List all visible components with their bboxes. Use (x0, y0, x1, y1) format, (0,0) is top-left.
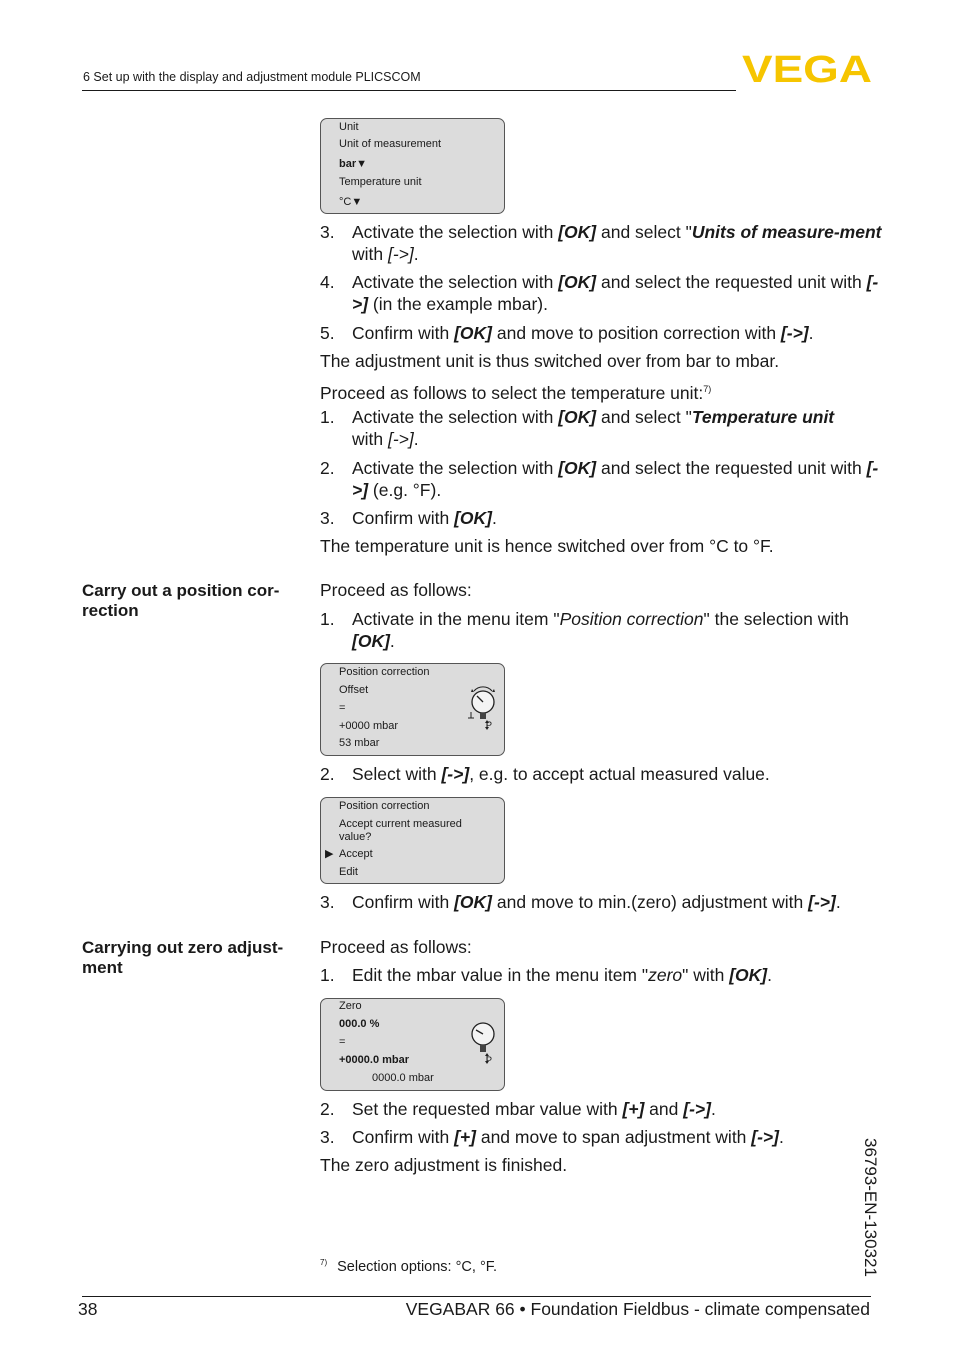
header-divider (82, 90, 736, 91)
step-number: 3. (320, 892, 335, 912)
step-text: and select " (596, 222, 692, 242)
step-text: (e.g. °F). (368, 480, 442, 500)
step-text: Activate the selection with (352, 272, 559, 292)
list-item (320, 271, 890, 315)
step-text: . (767, 965, 772, 985)
lcd-position-display (320, 663, 505, 756)
lcd-line: Unit (339, 121, 359, 133)
step-text: and (644, 1099, 684, 1119)
step-number: 5. (320, 323, 335, 343)
key-label: [OK] (454, 892, 493, 912)
list-item (320, 964, 890, 986)
step-text: . (778, 1127, 784, 1147)
section-heading: Carrying out zero adjust-ment (82, 938, 284, 977)
step-number: 1. (320, 407, 335, 427)
key-label: [OK] (558, 407, 597, 427)
footnote-text: Selection options: °C, °F. (337, 1259, 498, 1275)
lcd-pressure-label: P (486, 720, 493, 730)
step-number: 3. (320, 1127, 335, 1147)
step-text: and select the requested unit with (596, 458, 867, 478)
step-number: 1. (320, 965, 335, 985)
step-text: . (389, 631, 395, 651)
list-item (320, 1098, 890, 1120)
paragraph: Proceed as follows: (320, 937, 472, 957)
step-number: 4. (320, 272, 335, 292)
key-label: [OK] (558, 458, 597, 478)
paragraph: The adjustment unit is thus switched over from bar to mbar. (320, 351, 780, 371)
step-text: and select " (596, 407, 692, 427)
list-item (320, 457, 890, 501)
lcd-accept-display (320, 797, 505, 884)
step-text: and move to min.(zero) adjustment with (492, 892, 809, 912)
step-text: (in the example mbar). (368, 294, 548, 314)
step-text: . (835, 892, 841, 912)
logo-text: VEGA (742, 52, 872, 84)
paragraph (320, 378, 880, 404)
key-label: [OK] (454, 508, 493, 528)
menu-item-name: Units of measure-ment (691, 222, 882, 242)
lcd-line: Zero (339, 1000, 362, 1012)
step-number: 3. (320, 508, 335, 528)
lcd-line: +0000 mbar (339, 720, 399, 732)
lcd-line: Offset (339, 684, 369, 696)
step-text: Confirm with (352, 1127, 455, 1147)
lcd-line: value? (339, 831, 372, 843)
lcd-line: 000.0 % (339, 1018, 380, 1030)
lcd-line: bar▼ (339, 158, 368, 170)
key-label: [->] (441, 764, 470, 784)
key-label: [->] (387, 429, 414, 449)
step-text: " the selection with (703, 609, 849, 629)
lcd-pressure-label: P (486, 1055, 493, 1065)
menu-item-name: Temperature unit (691, 407, 835, 427)
chapter-header: 6 Set up with the display and adjustment module PLICSCOM (83, 70, 421, 84)
footer-divider (82, 1296, 871, 1297)
document-number: 36793-EN-130321 (861, 1138, 880, 1277)
list-item (320, 507, 890, 529)
step-text: . (413, 429, 419, 449)
list-item (320, 763, 890, 785)
step-text: and move to position correction with (492, 323, 781, 343)
step-text: Confirm with (352, 892, 455, 912)
key-label: [OK] (558, 272, 597, 292)
key-label: [->] (352, 458, 879, 500)
step-text: Confirm with (352, 323, 455, 343)
footnote (320, 1258, 497, 1275)
key-label: [->] (352, 272, 879, 314)
step-text: . (710, 1099, 716, 1119)
step-text: . (413, 244, 419, 264)
pointer-icon: ▶ (325, 848, 334, 860)
lcd-line: Position correction (339, 800, 430, 812)
section-heading: Carry out a position cor-rection (82, 581, 280, 620)
step-text: Confirm with (352, 508, 455, 528)
footnote-mark: 7) (320, 1258, 328, 1267)
lcd-line: Position correction (339, 666, 430, 678)
key-label: [->] (780, 323, 809, 343)
footnote-ref: 7) (703, 384, 712, 394)
lcd-line: Accept current measured (339, 818, 462, 830)
lcd-unit-display (320, 118, 505, 214)
lcd-line: = (339, 702, 346, 714)
step-text: with (352, 244, 388, 264)
page-number: 38 (78, 1299, 98, 1319)
lcd-line: Edit (339, 866, 358, 878)
step-text: and move to span adjustment with (475, 1127, 752, 1147)
list-item (320, 322, 890, 344)
lcd-zero-display (320, 998, 505, 1091)
menu-item-name: zero (648, 965, 683, 985)
step-text: " with (682, 965, 730, 985)
key-label: [OK] (558, 222, 597, 242)
step-text: , e.g. to accept actual measured value. (469, 764, 770, 784)
step-number: 2. (320, 458, 335, 478)
step-text: Activate the selection with (352, 222, 559, 242)
step-text: Activate in the menu item " (352, 609, 560, 629)
footer-title: VEGABAR 66 • Foundation Fieldbus - climate compensated (405, 1299, 870, 1319)
vega-logo (742, 52, 872, 84)
list-item (320, 891, 890, 913)
key-label: [->] (683, 1099, 711, 1119)
step-text: Set the requested mbar value with (352, 1099, 623, 1119)
key-label: [OK] (352, 631, 390, 651)
key-label: [OK] (729, 965, 768, 985)
gauge-icon (466, 1019, 500, 1065)
step-text: Activate the selection with (352, 458, 559, 478)
step-text: Edit the mbar value in the menu item " (352, 965, 649, 985)
list-item (320, 1126, 890, 1148)
lcd-line: = (339, 1036, 346, 1048)
list-item (320, 406, 890, 450)
key-label: [->] (387, 244, 414, 264)
key-label: [OK] (454, 323, 493, 343)
step-text: and select the requested unit with (596, 272, 867, 292)
list-item (320, 608, 890, 652)
step-text: with (352, 429, 388, 449)
lcd-line: 53 mbar (339, 737, 380, 749)
step-number: 3. (320, 222, 335, 242)
paragraph: The temperature unit is hence switched over from °C to °F. (320, 536, 774, 556)
step-text: . (808, 323, 814, 343)
lcd-line: Accept (339, 848, 373, 860)
lcd-line: +0000.0 mbar (339, 1054, 410, 1066)
step-number: 2. (320, 1099, 335, 1119)
lcd-line: °C▼ (339, 196, 363, 208)
step-text: Activate the selection with (352, 407, 559, 427)
key-label: [->] (808, 892, 836, 912)
step-text: Select with (352, 764, 442, 784)
step-text: . (492, 508, 497, 528)
lcd-line: Unit of measurement (339, 138, 442, 150)
key-label: [+] (454, 1127, 476, 1147)
key-label: [+] (622, 1099, 645, 1119)
step-number: 2. (320, 764, 335, 784)
lcd-line: Temperature unit (339, 176, 422, 188)
lcd-line: 0000.0 mbar (372, 1072, 434, 1084)
list-item (320, 221, 890, 265)
key-label: [->] (751, 1127, 779, 1147)
paragraph: The zero adjustment is finished. (320, 1155, 568, 1175)
paragraph-text: Proceed as follows to select the temperature unit: (320, 383, 704, 403)
step-number: 1. (320, 609, 335, 629)
paragraph: Proceed as follows: (320, 580, 472, 600)
gauge-icon (466, 684, 500, 730)
menu-item-name: Position correction (559, 609, 704, 629)
